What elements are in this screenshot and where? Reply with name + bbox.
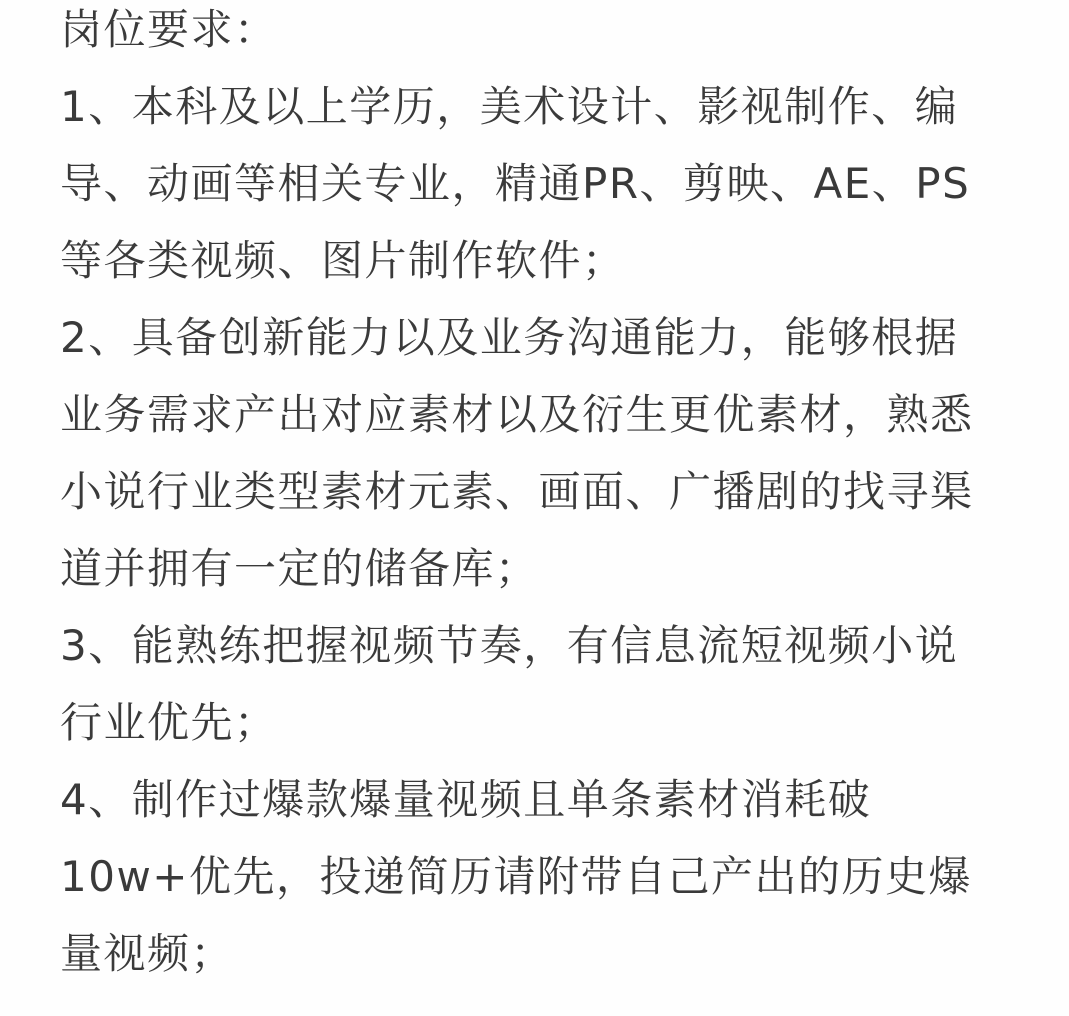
text-line: 3、能熟练把握视频节奏，有信息流短视频小说 <box>60 621 959 670</box>
text-line: 10w+优先，投递简历请附带自己产出的历史爆 <box>60 852 972 901</box>
text-line: 业务需求产出对应素材以及衍生更优素材，熟悉 <box>60 390 974 439</box>
text-line: 行业优先； <box>60 698 278 747</box>
text-line: 1、本科及以上学历，美术设计、影视制作、编 <box>60 82 959 131</box>
job-requirements-text <box>60 0 1020 992</box>
text-line: 4、制作过爆款爆量视频且单条素材消耗破 <box>60 775 872 824</box>
text-line: 量视频； <box>60 929 235 978</box>
text-line: 小说行业类型素材元素、画面、广播剧的找寻渠 <box>60 467 974 516</box>
text-line: 道并拥有一定的储备库； <box>60 544 539 593</box>
heading-line: 岗位要求： <box>60 5 278 54</box>
text-line: 2、具备创新能力以及业务沟通能力，能够根据 <box>60 313 959 362</box>
text-line: 导、动画等相关专业，精通PR、剪映、AE、PS <box>60 159 971 208</box>
text-line: 等各类视频、图片制作软件； <box>60 236 626 285</box>
